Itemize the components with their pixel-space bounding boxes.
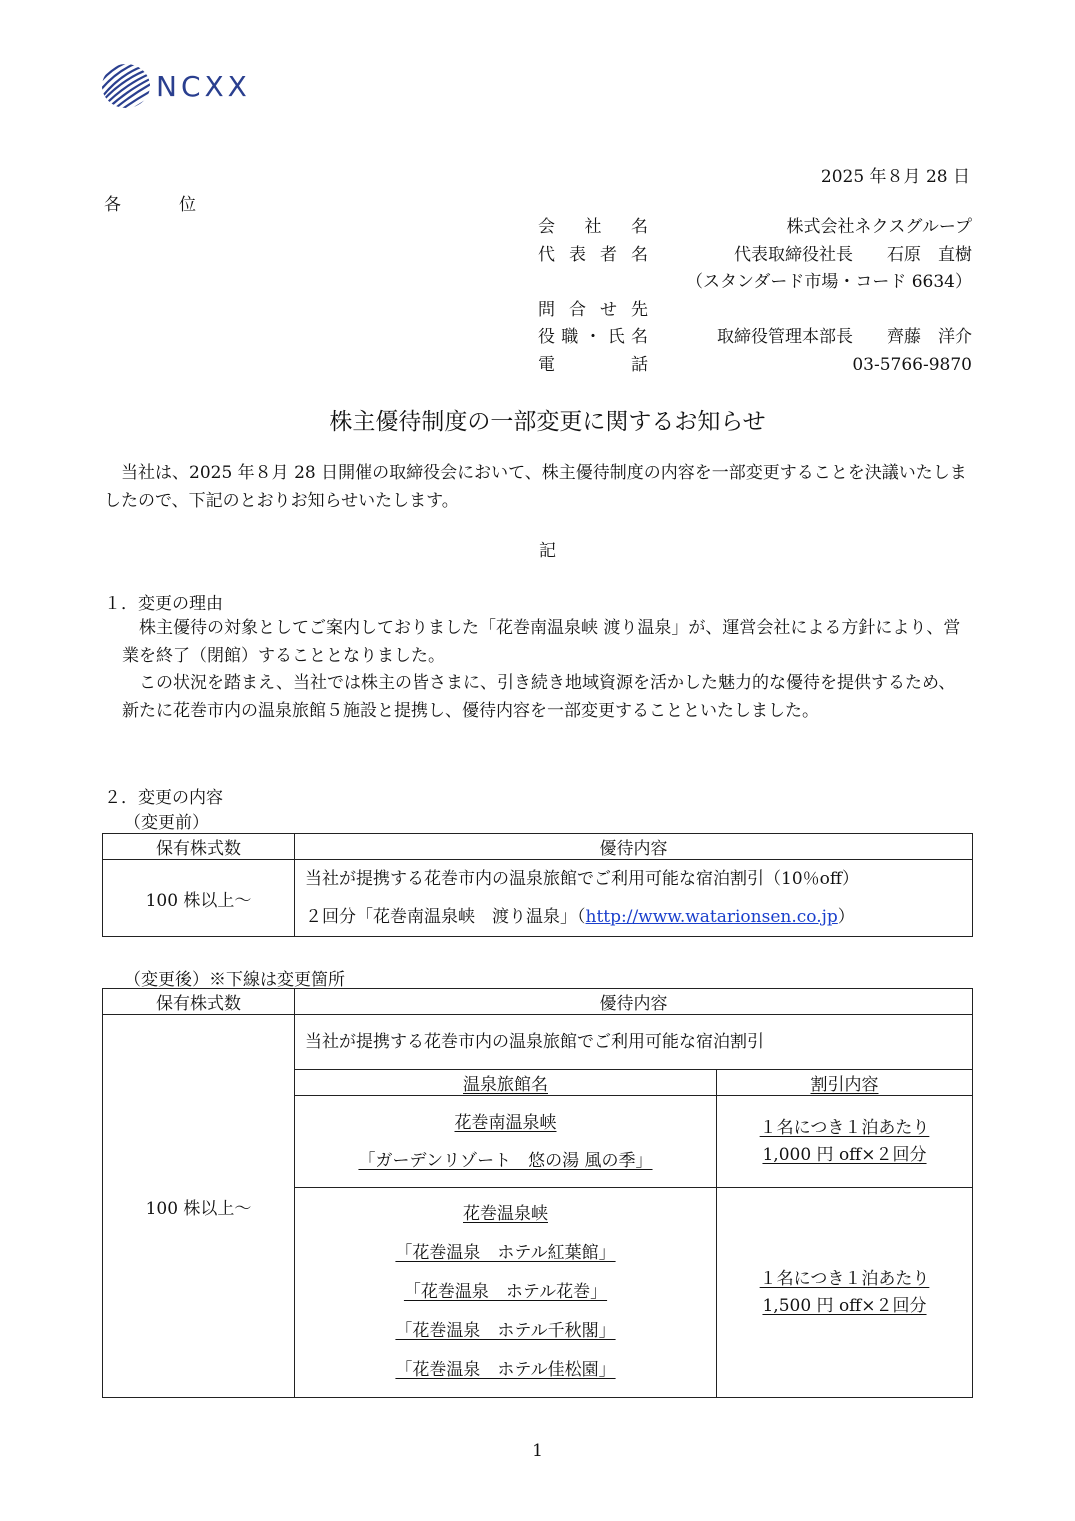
info-label — [538, 269, 648, 297]
inn-name — [295, 1351, 716, 1390]
inn-name-text: 「花巻温泉 ホテル花巻」 — [403, 1282, 608, 1302]
info-label: 電 話 — [538, 354, 648, 375]
discount-header: 割引内容 — [810, 1075, 879, 1095]
inn-name-text: 「ガーデンリゾート 悠の湯 風の季」 — [358, 1150, 653, 1171]
before-benefit-line2 — [305, 898, 972, 936]
header-benefit: 優待内容 — [295, 834, 973, 860]
discount-group-1 — [717, 1096, 973, 1188]
info-row-company — [538, 214, 972, 242]
info-row-representative — [538, 242, 972, 270]
discount-text: １名につき１泊あたり — [759, 1268, 930, 1289]
header-shares: 保有株式数 — [103, 989, 295, 1015]
info-label: 問 合 せ 先 — [538, 299, 648, 320]
inn-name-text: 「花巻温泉 ホテル千秋閣」 — [395, 1321, 616, 1341]
inn-name-text: 「花巻温泉 ホテル紅葉館」 — [395, 1243, 616, 1263]
ncxx-globe-logo-icon — [100, 62, 152, 110]
section1-heading: １．変更の理由 — [104, 594, 223, 614]
section1-paragraph-2: この状況を踏まえ、当社では株主の皆さまに、引き続き地域資源を活かした魅力的な優待を提供するため、新たに花巻市内の温泉旅館５施設と提携し、優待内容を一部変更することといたしました。 — [122, 673, 956, 721]
discount-line — [717, 1142, 972, 1169]
info-value: 03-5766-9870 — [852, 354, 972, 375]
inn-name — [295, 1273, 716, 1312]
info-label: 代 表 者 名 — [538, 244, 648, 265]
company-logo — [100, 62, 290, 110]
info-value: 取締役管理本部長 齊藤 洋介 — [717, 327, 972, 347]
discount-line — [717, 1293, 972, 1320]
info-row-phone — [538, 352, 972, 380]
after-label: （変更後）※下線は変更箇所 — [124, 970, 345, 990]
addressee: 各 位 — [104, 195, 204, 215]
info-label: 役職・氏名 — [538, 327, 648, 347]
info-value: （スタンダード市場・コード 6634） — [686, 272, 972, 292]
info-value: 代表取締役社長 石原 直樹 — [734, 244, 972, 265]
inn-header-cell — [295, 1070, 717, 1096]
page-number: 1 — [532, 1441, 543, 1461]
discount-text: 1,000 円 off×２回分 — [762, 1144, 927, 1165]
ki-marker: 記 — [539, 541, 556, 561]
inn-group-2 — [295, 1188, 717, 1398]
before-table — [102, 833, 973, 937]
inn-area — [295, 1195, 716, 1234]
inn-group-1 — [295, 1096, 717, 1188]
discount-group-2 — [717, 1188, 973, 1398]
discount-text: １名につき１泊あたり — [759, 1117, 930, 1138]
after-intro: 当社が提携する花巻市内の温泉旅館でご利用可能な宿泊割引 — [295, 1015, 973, 1070]
header-shares: 保有株式数 — [103, 834, 295, 860]
intro-paragraph: 当社は、2025 年８月 28 日開催の取締役会において、株主優待制度の内容を一部変更することを決議いたしましたので、下記のとおりお知らせいたします。 — [104, 463, 967, 511]
document-title: 株主優待制度の一部変更に関するお知らせ — [329, 409, 766, 435]
document-date: 2025 年８月 28 日 — [820, 167, 970, 187]
info-row-market — [538, 269, 972, 297]
company-info — [538, 214, 972, 379]
before-benefit — [295, 860, 973, 937]
discount-text: 1,500 円 off×２回分 — [762, 1295, 927, 1316]
section1-paragraph-1: 株主優待の対象としてご案内しておりました「花巻南温泉峡 渡り温泉」が、運営会社による方針により、営業を終了（閉館）することとなりました。 — [122, 618, 961, 666]
header-benefit: 優待内容 — [295, 989, 973, 1015]
after-table — [102, 988, 973, 1398]
inn-name — [295, 1142, 716, 1180]
inn-name — [295, 1312, 716, 1351]
info-row-name — [538, 324, 972, 352]
logo-text: NCXX — [156, 70, 251, 103]
before-line2-suffix: ） — [837, 907, 855, 927]
discount-line — [717, 1266, 972, 1293]
inn-area-text: 花巻温泉峡 — [463, 1204, 548, 1224]
info-label: 会 社 名 — [538, 217, 648, 237]
after-shares: 100 株以上〜 — [103, 1015, 295, 1398]
inn-name-text: 「花巻温泉 ホテル佳松園」 — [395, 1360, 616, 1380]
before-label: （変更前） — [124, 813, 209, 833]
info-value: 株式会社ネクスグループ — [786, 217, 972, 237]
watari-onsen-link[interactable]: http://www.watarionsen.co.jp — [585, 907, 838, 927]
before-line2-prefix: ２回分「花巻南温泉峡 渡り温泉」（ — [305, 907, 586, 927]
inn-area — [295, 1104, 716, 1142]
inn-header: 温泉旅館名 — [463, 1075, 548, 1095]
inn-name — [295, 1234, 716, 1273]
before-benefit-line1: 当社が提携する花巻市内の温泉旅館でご利用可能な宿泊割引（10％off） — [305, 869, 859, 889]
inn-area-text: 花巻南温泉峡 — [454, 1112, 557, 1133]
discount-header-cell — [717, 1070, 973, 1096]
section2-heading: ２．変更の内容 — [104, 788, 223, 808]
discount-line — [717, 1115, 972, 1142]
before-shares: 100 株以上〜 — [103, 860, 295, 937]
info-row-contact — [538, 297, 972, 325]
